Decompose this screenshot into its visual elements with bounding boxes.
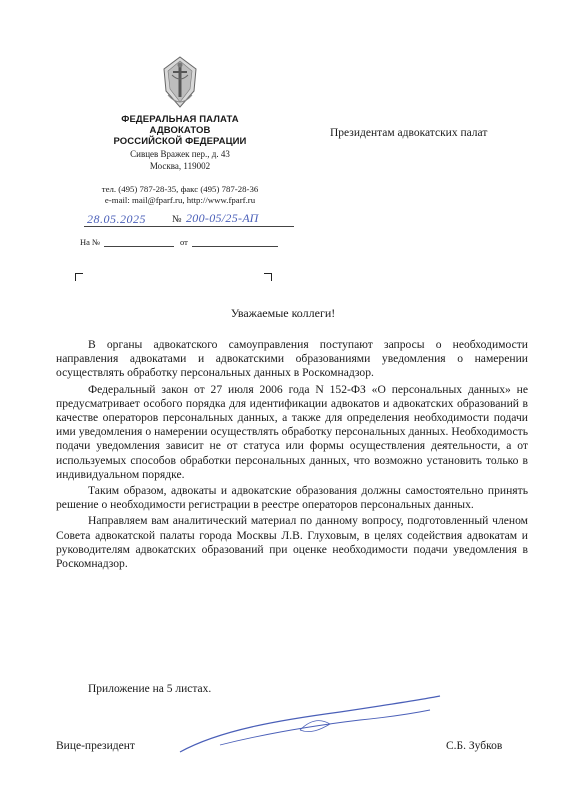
handwritten-number: 200-05/25-АП — [186, 211, 259, 225]
corner-mark-left — [75, 273, 83, 281]
address-street: Сивцев Вражек пер., д. 43 — [130, 149, 230, 159]
org-name-line2: РОССИЙСКОЙ ФЕДЕРАЦИИ — [113, 136, 247, 147]
reference-date-blank — [192, 246, 278, 247]
body-paragraph: В органы адвокатского самоуправления поступают запросы о необходимости направления адвокатами и адвокатскими образованиями уведомления о намерении осуществлять обработку персональных данных в Роскомнадзор. — [56, 338, 528, 380]
reference-number-blank — [104, 246, 174, 247]
phone-fax-line: тел. (495) 787-28-35, факс (495) 787-28-36 — [101, 184, 259, 194]
letter-body — [56, 338, 528, 573]
chamber-emblem-icon — [160, 55, 200, 110]
reference-date-label: от — [180, 237, 188, 247]
corner-mark-right — [264, 273, 272, 281]
postal-address — [90, 149, 270, 172]
contact-info — [70, 184, 290, 206]
handwritten-date: 28.05.2025 — [87, 212, 146, 226]
salutation: Уважаемые коллеги! — [230, 306, 336, 320]
reference-number-label: На № — [80, 237, 101, 247]
org-name-line1: ФЕДЕРАЛЬНАЯ ПАЛАТА АДВОКАТОВ — [121, 114, 239, 136]
registration-underline — [84, 226, 294, 227]
signatory-name: С.Б. Зубков — [446, 740, 503, 752]
address-city: Москва, 119002 — [149, 160, 211, 171]
reference-line — [80, 237, 300, 251]
number-label: № — [172, 214, 182, 225]
body-paragraph: Направляем вам аналитический материал по данному вопросу, подготовленный членом Совета адвокатской палаты города Москвы Л.В. Глуховым, в целях содействия адвокатам и руководителям адвокатских образований при оценке необходимости подачи уведомления в Роскомнадзор. — [56, 514, 528, 571]
addressee: Президентам адвокатских палат — [330, 127, 488, 139]
organization-name — [90, 114, 270, 147]
signatory-title: Вице-президент — [56, 740, 135, 752]
registration-line — [84, 210, 294, 230]
email-web-line: e-mail: mail@fparf.ru, http://www.fparf.ru — [104, 195, 256, 205]
body-paragraph: Федеральный закон от 27 июля 2006 года N 152-ФЗ «О персональных данных» не предусматривает особого порядка для идентификации адвокатов и адвокатских образований в качестве операторов персональных данных, а также для определения необходимости подачи ими уведомления о намерении осуществлять обработку персональных данных. Необходимость подачи уведомления зависит не от статуса или формы осуществления деятельности, а от используемых способов обработки персональных данных, что возможно установить только в индивидуальном порядке. — [56, 382, 528, 481]
attachment-note: Приложение на 5 листах. — [88, 683, 212, 695]
body-paragraph: Таким образом, адвокаты и адвокатские образования должны самостоятельно принять решение о необходимости регистрации в реестре операторов персональных данных. — [56, 484, 528, 512]
handwritten-signature-icon — [160, 690, 450, 760]
